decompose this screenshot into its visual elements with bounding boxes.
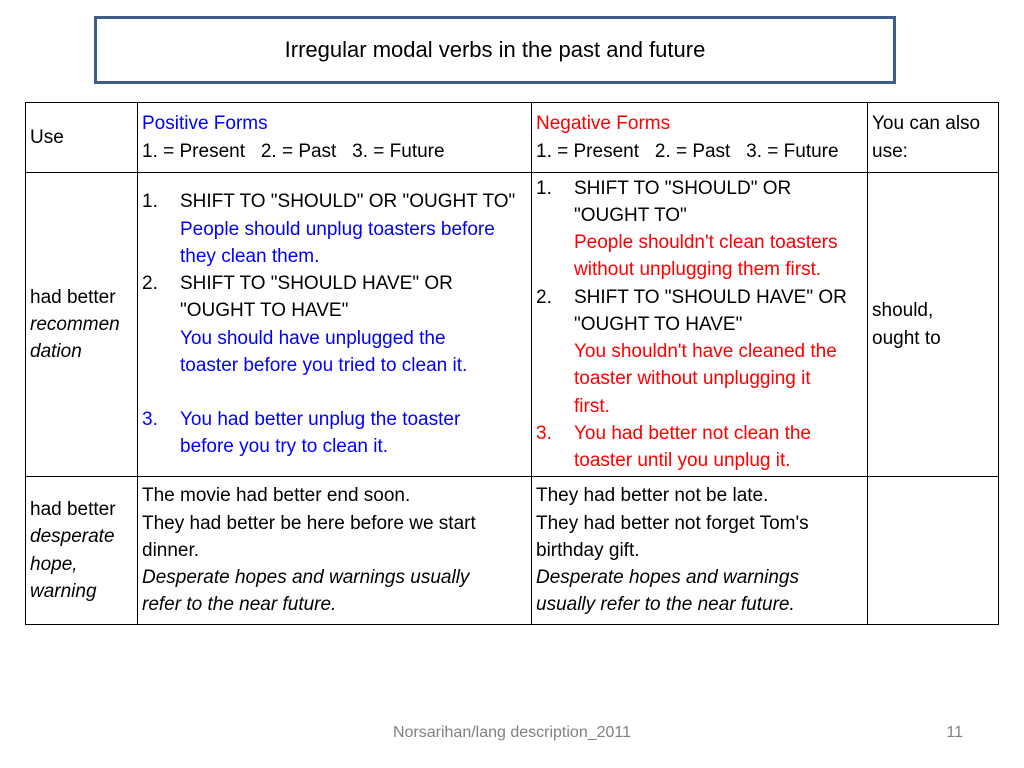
- example-line: You should have unplugged the: [180, 327, 446, 349]
- item-body: [574, 175, 863, 284]
- negative-forms-title: Negative Forms: [536, 113, 671, 135]
- example-line: People should unplug toasters before: [180, 218, 495, 240]
- list-item: [142, 406, 527, 460]
- item-number: 2.: [142, 273, 158, 295]
- table-header-row: [26, 103, 999, 173]
- negative-cell: [532, 173, 868, 477]
- negative-forms-legend: 1. = Present 2. = Past 3. = Future: [536, 140, 839, 162]
- also-cell-empty: [868, 477, 999, 625]
- item-number: 1.: [142, 191, 158, 213]
- use-meaning-line: recommen: [30, 313, 120, 335]
- header-also-line: You can also: [872, 113, 981, 135]
- example-line: they clean them.: [180, 245, 320, 267]
- example-line: before you try to clean it.: [180, 436, 389, 458]
- list-item: [536, 175, 863, 284]
- slide-title: Irregular modal verbs in the past and future: [284, 37, 706, 62]
- note-line: refer to the near future.: [142, 594, 337, 616]
- positive-forms-legend: 1. = Present 2. = Past 3. = Future: [142, 140, 445, 162]
- item-number: 3.: [536, 422, 552, 444]
- example-line: toaster without unplugging it: [574, 368, 811, 390]
- modal-verbs-table: [25, 102, 999, 625]
- note-line: usually refer to the near future.: [536, 594, 795, 616]
- header-use-cell: [26, 103, 138, 173]
- example-line: without unplugging them first.: [574, 259, 822, 281]
- note-line: Desperate hopes and warnings usually: [142, 567, 470, 589]
- use-meaning-line: warning: [30, 580, 97, 602]
- rule-line: SHIFT TO "SHOULD HAVE" OR: [180, 273, 453, 295]
- example-line: They had better not be late.: [536, 485, 769, 507]
- item-number: 2.: [536, 286, 552, 308]
- list-item: [536, 420, 863, 474]
- title-frame: [94, 16, 896, 84]
- use-meaning-line: dation: [30, 341, 82, 363]
- header-positive-cell: [138, 103, 532, 173]
- table-row-warning: [26, 477, 999, 625]
- example-line: dinner.: [142, 539, 200, 561]
- positive-forms-title: Positive Forms: [142, 113, 268, 135]
- example-line: birthday gift.: [536, 539, 640, 561]
- use-label: had better: [30, 499, 116, 521]
- header-also-line: use:: [872, 140, 908, 162]
- rule-line: "OUGHT TO": [574, 205, 687, 227]
- also-line: ought to: [872, 327, 941, 349]
- example-line: They had better be here before we start: [142, 512, 476, 534]
- item-number: 1.: [536, 177, 552, 199]
- item-body: [180, 406, 527, 460]
- example-line: You shouldn't have cleaned the: [574, 341, 837, 363]
- use-meaning-line: hope,: [30, 553, 78, 575]
- rule-line: "OUGHT TO HAVE": [180, 300, 349, 322]
- also-cell: [868, 173, 999, 477]
- example-line: You had better unplug the toaster: [180, 409, 461, 431]
- page-number: 11: [946, 724, 963, 741]
- item-number: 3.: [142, 409, 158, 431]
- example-line: The movie had better end soon.: [142, 485, 411, 507]
- list-item: [536, 284, 863, 420]
- table-row-recommendation: [26, 173, 999, 477]
- list-item: [142, 270, 527, 379]
- negative-cell: [532, 477, 868, 625]
- use-cell: [26, 173, 138, 477]
- header-also-cell: [868, 103, 999, 173]
- rule-line: SHIFT TO "SHOULD" OR: [574, 177, 792, 199]
- item-body: [574, 420, 863, 474]
- example-line: first.: [574, 395, 610, 417]
- rule-line: SHIFT TO "SHOULD HAVE" OR: [574, 286, 847, 308]
- example-line: They had better not forget Tom's: [536, 512, 809, 534]
- list-spacer: [142, 379, 527, 406]
- note-line: Desperate hopes and warnings: [536, 567, 800, 589]
- slide-footer: Norsarihan/lang description_2011: [392, 724, 632, 741]
- header-negative-cell: [532, 103, 868, 173]
- use-cell: [26, 477, 138, 625]
- use-meaning-line: desperate: [30, 526, 115, 548]
- table-body: [26, 103, 999, 625]
- list-item: [142, 188, 527, 270]
- rule-line: SHIFT TO "SHOULD" OR "OUGHT TO": [180, 191, 516, 213]
- example-line: You had better not clean the: [574, 422, 811, 444]
- example-line: People shouldn't clean toasters: [574, 232, 838, 254]
- rule-line: "OUGHT TO HAVE": [574, 313, 743, 335]
- item-body: [574, 284, 863, 420]
- also-line: should,: [872, 300, 934, 322]
- header-use-label: Use: [30, 126, 64, 148]
- use-label: had better: [30, 286, 116, 308]
- positive-cell: [138, 173, 532, 477]
- item-body: [180, 188, 527, 270]
- item-body: [180, 270, 527, 379]
- positive-cell: [138, 477, 532, 625]
- example-line: toaster before you tried to clean it.: [180, 354, 468, 376]
- example-line: toaster until you unplug it.: [574, 449, 791, 471]
